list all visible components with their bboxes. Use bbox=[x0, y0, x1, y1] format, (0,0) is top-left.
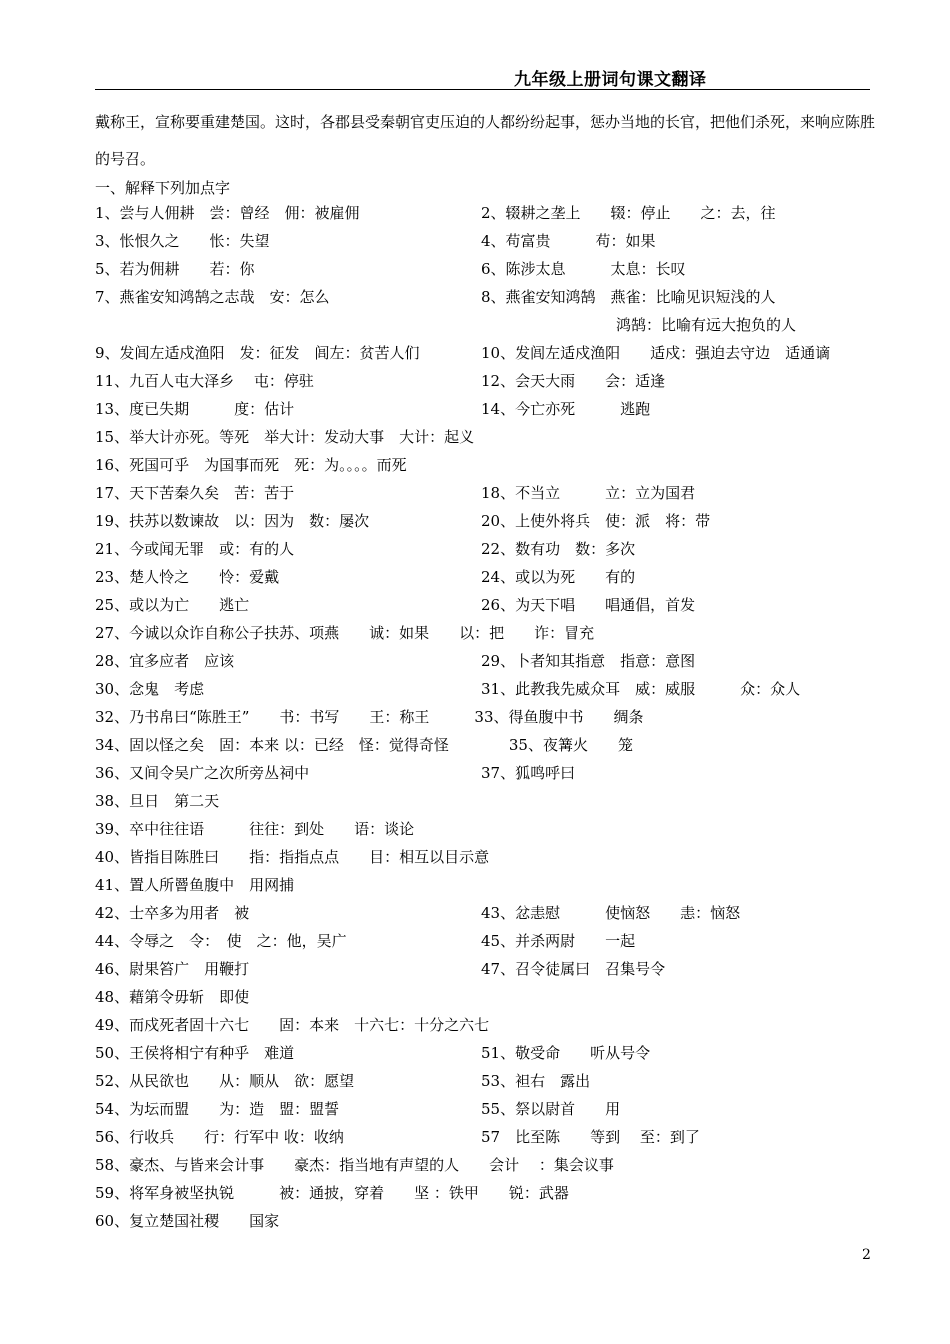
entry-right: 12、会天大雨 会：适逢 bbox=[481, 372, 666, 390]
list-item bbox=[95, 395, 875, 423]
entry-right: 37、狐鸣呼曰 bbox=[481, 764, 576, 782]
entry-right: 47、召令徒属曰 召集号令 bbox=[481, 960, 666, 978]
entry-left: 60、复立楚国社稷 国家 bbox=[95, 1212, 280, 1230]
entry-right: 45、并杀两尉 一起 bbox=[481, 932, 636, 950]
list-item bbox=[95, 535, 875, 563]
list-item bbox=[95, 283, 875, 311]
entry-right: 24、或以为死 有的 bbox=[481, 568, 636, 586]
header-title: 九年级上册词句课文翻译 bbox=[514, 70, 707, 90]
entry-right: 2、辍耕之垄上 辍：停止 之：去，往 bbox=[481, 204, 776, 222]
entry-left: 59、将军身被坚执锐 被：通披，穿着 坚 ：铁甲 锐：武器 bbox=[95, 1184, 569, 1202]
list-item bbox=[95, 199, 875, 227]
entry-right: 10、发闾左适戍渔阳 适戍：强迫去守边 适通谪 bbox=[481, 344, 831, 362]
entry-right: 22、数有功 数：多次 bbox=[481, 540, 636, 558]
entry-left: 39、卒中往往语 往往：到处 语：谈论 bbox=[95, 820, 415, 838]
list-item bbox=[95, 927, 875, 955]
list-item bbox=[95, 983, 875, 1011]
page-number: 2 bbox=[862, 1247, 871, 1263]
list-item bbox=[95, 563, 875, 591]
section-title: 一、解释下列加点字 bbox=[95, 179, 231, 197]
entry-right: 20、上使外将兵 使：派 将：带 bbox=[481, 512, 711, 530]
entry-right: 53、袒右 露出 bbox=[481, 1072, 591, 1090]
entry-left: 52、从民欲也 从：顺从 欲：愿望 bbox=[95, 1072, 355, 1090]
entry-left: 58、豪杰、与皆来会计事 豪杰：指当地有声望的人 会计 ：集会议事 bbox=[95, 1156, 614, 1174]
entry-left: 42、士卒多为用者 被 bbox=[95, 904, 250, 922]
entry-left: 38、旦日 第二天 bbox=[95, 792, 220, 810]
list-item bbox=[95, 703, 875, 731]
entry-left: 13、度已失期 度：估计 bbox=[95, 400, 295, 418]
entry-left: 36、又间令吴广之次所旁丛祠中 bbox=[95, 764, 310, 782]
entry-right: 8、燕雀安知鸿鹄 燕雀：比喻见识短浅的人 bbox=[481, 288, 776, 306]
entry-right: 18、不当立 立：立为国君 bbox=[481, 484, 696, 502]
list-item bbox=[95, 1067, 875, 1095]
list-item bbox=[95, 479, 875, 507]
vocabulary-list bbox=[95, 199, 875, 1235]
entry-left: 28、宜多应者 应该 bbox=[95, 652, 235, 670]
list-item bbox=[95, 367, 875, 395]
list-item bbox=[95, 1207, 875, 1235]
entry-left: 3、怅恨久之 怅：失望 bbox=[95, 232, 270, 250]
list-item bbox=[95, 1179, 875, 1207]
list-item bbox=[95, 1011, 875, 1039]
entry-right: 51、敬受命 听从号令 bbox=[481, 1044, 651, 1062]
entry-right: 29、卜者知其指意 指意：意图 bbox=[481, 652, 696, 670]
entry-left: 34、固以怪之矣 固：本来 以：已经 怪：觉得奇怪 35、夜篝火 笼 bbox=[95, 736, 633, 754]
entry-left: 50、王侯将相宁有种乎 难道 bbox=[95, 1044, 295, 1062]
list-item bbox=[95, 423, 875, 451]
entry-left: 32、乃书帛曰“陈胜王” 书：书写 王：称王 33、得鱼腹中书 绸条 bbox=[95, 708, 644, 726]
list-item bbox=[95, 675, 875, 703]
entry-left: 5、若为佣耕 若：你 bbox=[95, 260, 255, 278]
entry-right: 55、祭以尉首 用 bbox=[481, 1100, 621, 1118]
entry-right: 43、忿恚慰 使恼怒 恚：恼怒 bbox=[481, 904, 741, 922]
list-item bbox=[95, 619, 875, 647]
list-item bbox=[95, 815, 875, 843]
list-item bbox=[95, 647, 875, 675]
entry-left: 7、燕雀安知鸿鹄之志哉 安：怎么 bbox=[95, 288, 330, 306]
list-item bbox=[95, 311, 875, 339]
entry-left: 40、皆指目陈胜曰 指：指指点点 目：相互以目示意 bbox=[95, 848, 490, 866]
list-item bbox=[95, 787, 875, 815]
list-item bbox=[95, 591, 875, 619]
list-item bbox=[95, 255, 875, 283]
entry-left: 41、置人所罾鱼腹中 用网捕 bbox=[95, 876, 295, 894]
list-item bbox=[95, 451, 875, 479]
list-item bbox=[95, 759, 875, 787]
list-item bbox=[95, 955, 875, 983]
entry-left: 49、而戍死者固十六七 固：本来 十六七：十分之六七 bbox=[95, 1016, 490, 1034]
entry-right: 4、苟富贵 苟：如果 bbox=[481, 232, 656, 250]
entry-left: 30、念鬼 考虑 bbox=[95, 680, 205, 698]
entry-left: 48、藉第令毋斩 即使 bbox=[95, 988, 250, 1006]
list-item bbox=[95, 1095, 875, 1123]
entry-left: 9、发闾左适戍渔阳 发：征发 闾左：贫苦人们 bbox=[95, 344, 420, 362]
entry-right: 31、此教我先威众耳 威：威服 众：众人 bbox=[481, 680, 801, 698]
list-item bbox=[95, 731, 875, 759]
intro-paragraph: 戴称王，宣称要重建楚国。这时，各郡县受秦朝官吏压迫的人都纷纷起事，惩办当地的长官，把他们杀死，来响应陈胜的号召。 bbox=[95, 113, 876, 168]
entry-right: 26、为天下唱 唱通倡，首发 bbox=[481, 596, 696, 614]
entry-left: 19、扶苏以数谏故 以：因为 数：屡次 bbox=[95, 512, 370, 530]
list-item bbox=[95, 871, 875, 899]
list-item bbox=[95, 1039, 875, 1067]
entry-left: 56、行收兵 行：行军中 收：收纳 bbox=[95, 1128, 344, 1146]
entry-left: 17、天下苦秦久矣 苦：苦于 bbox=[95, 484, 295, 502]
entry-right: 6、陈涉太息 太息：长叹 bbox=[481, 260, 686, 278]
list-item bbox=[95, 1151, 875, 1179]
list-item bbox=[95, 339, 875, 367]
entry-left: 1、尝与人佣耕 尝：曾经 佣：被雇佣 bbox=[95, 204, 360, 222]
entry-right: 14、今亡亦死 逃跑 bbox=[481, 400, 651, 418]
list-item bbox=[95, 507, 875, 535]
entry-left: 44、令辱之 令： 使 之：他，吴广 bbox=[95, 932, 347, 950]
entry-left: 11、九百人屯大泽乡 屯：停驻 bbox=[95, 372, 314, 390]
list-item bbox=[95, 899, 875, 927]
entry-left: 16、死国可乎 为国事而死 死：为。。。。而死 bbox=[95, 456, 407, 474]
entry-right: 57 比至陈 等到 至：到了 bbox=[481, 1128, 700, 1146]
list-item bbox=[95, 227, 875, 255]
list-item bbox=[95, 843, 875, 871]
header-rule bbox=[95, 89, 870, 90]
entry-left: 46、尉果笞广 用鞭打 bbox=[95, 960, 250, 978]
entry-left: 23、楚人怜之 怜：爱戴 bbox=[95, 568, 280, 586]
entry-left: 21、今或闻无罪 或：有的人 bbox=[95, 540, 295, 558]
entry-left: 27、今诚以众诈自称公子扶苏、项燕 诚：如果 以：把 诈：冒充 bbox=[95, 624, 595, 642]
entry-right: 鸿鹄：比喻有远大抱负的人 bbox=[481, 316, 797, 334]
entry-left: 15、举大计亦死。等死 举大计：发动大事 大计：起义 bbox=[95, 428, 475, 446]
entry-left: 54、为坛而盟 为：造 盟：盟誓 bbox=[95, 1100, 340, 1118]
list-item bbox=[95, 1123, 875, 1151]
entry-left: 25、或以为亡 逃亡 bbox=[95, 596, 250, 614]
